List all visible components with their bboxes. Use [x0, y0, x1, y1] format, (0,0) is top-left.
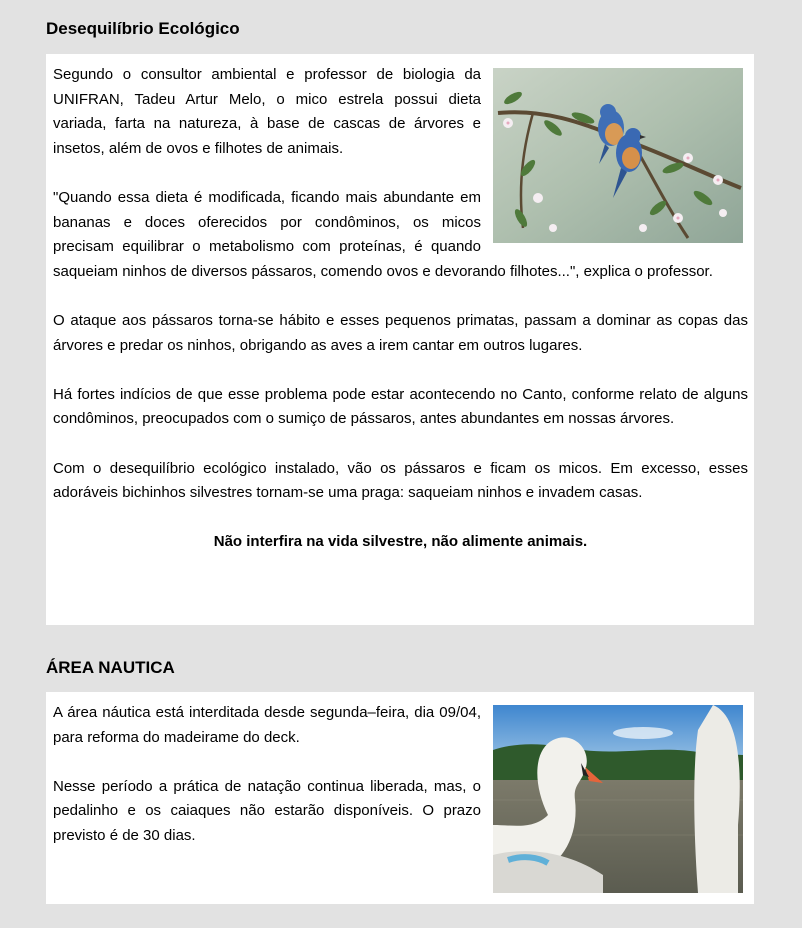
nautical-paragraph: A área náutica está interditada desde segunda–feira, dia 09/04, para reforma do madeirame do deck. [53, 704, 481, 746]
swan-pedalo-image [493, 705, 743, 893]
ecological-paragraph: Segundo o consultor ambiental e professor de biologia da UNIFRAN, Tadeu Artur Melo, o mico estrela possui dieta variada, farta na natureza, à base de cascas de árvores e insetos, além de ovos e filhotes de animais. [53, 66, 481, 157]
ecological-paragraph: "Quando essa dieta é modificada, ficando mais abundante em bananas e doces oferecidos por condôminos, os micos precisam equilibrar o metabolismo com proteínas, é quando saqueiam ninhos de diversos pássaros, comendo ovos e devorando filhotes...", explica o professor. [53, 188, 713, 280]
section-title-nautical: ÁREA NAUTICA [46, 658, 175, 677]
birds-on-branch-image [493, 68, 743, 243]
ecological-paragraph: Há fortes indícios de que esse problema pode estar acontecendo no Canto, conforme relato de alguns condôminos, preocupados com o sumiço de pássaros, antes abundantes em nossas árvores. [53, 385, 748, 428]
nautical-article [46, 692, 754, 904]
nautical-paragraph: Nesse período a prática de natação continua liberada, mas, o pedalinho e os caiaques não estarão disponíveis. O prazo previsto é de 30 dias. [53, 777, 481, 844]
closing-statement: Não interfira na vida silvestre, não alimente animais. [213, 533, 588, 551]
ecological-paragraph: O ataque aos pássaros torna-se hábito e esses pequenos primatas, passam a dominar as copas das árvores e predar os ninhos, obrigando as aves a irem cantar em outros lugares. [53, 311, 748, 354]
section-title-ecological: Desequilíbrio Ecológico [46, 19, 240, 38]
ecological-paragraph: Com o desequilíbrio ecológico instalado, vão os pássaros e ficam os micos. Em excesso, esses adoráveis bichinhos silvestres tornam-se uma praga: saqueiam ninhos e invadem casas. [53, 459, 748, 502]
ecological-article [46, 54, 754, 625]
